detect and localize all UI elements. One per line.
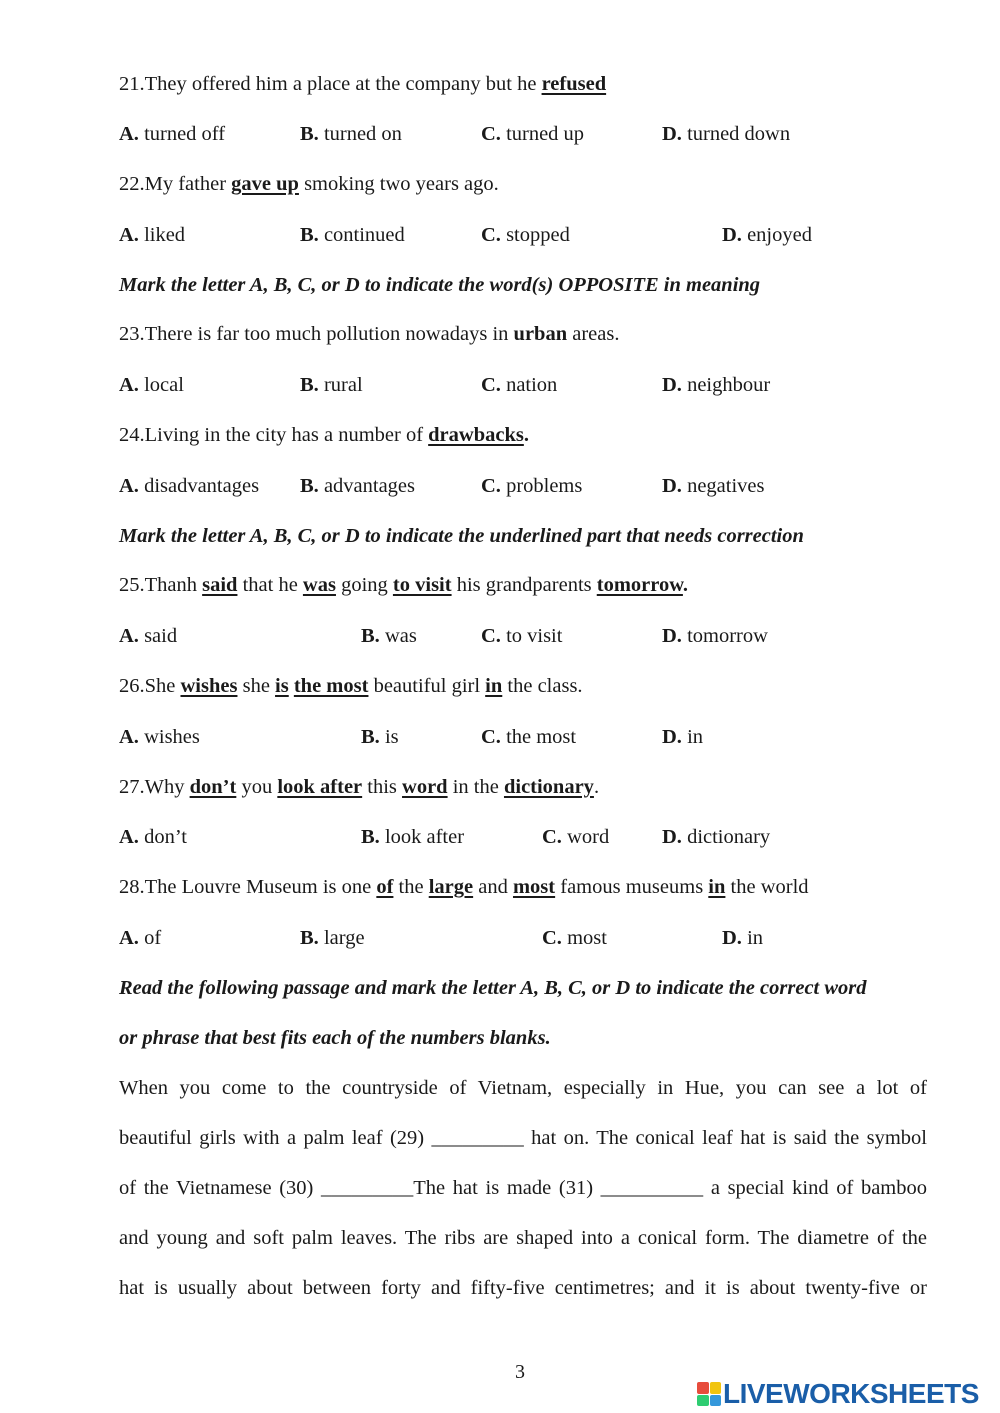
question-24: 24.Living in the city has a number of drawbacks.: [119, 424, 529, 446]
page-number: 3: [515, 1361, 525, 1383]
keyword: said: [202, 574, 238, 596]
logo-text: LIVEWORKSHEETS: [723, 1378, 979, 1409]
option-c[interactable]: C. stopped: [481, 224, 570, 246]
logo-icon: [697, 1382, 721, 1406]
option-a[interactable]: A. turned off: [119, 123, 226, 145]
option-c[interactable]: C. word: [542, 826, 610, 848]
keyword: gave up: [231, 173, 299, 195]
keyword: was: [302, 574, 336, 596]
option-d[interactable]: D. in: [662, 726, 704, 748]
passage-line: and young and soft palm leaves. The ribs are shaped into a conical form. The diametre of the: [119, 1227, 927, 1249]
option-a[interactable]: A. local: [119, 374, 184, 396]
option-b[interactable]: B. rural: [300, 374, 363, 396]
option-d[interactable]: D. neighbour: [662, 374, 771, 396]
option-d[interactable]: D. tomorrow: [662, 625, 768, 647]
option-b[interactable]: B. was: [361, 625, 417, 647]
option-d[interactable]: D. turned down: [662, 123, 791, 145]
keyword: in: [708, 876, 726, 898]
question-27: 27.Why don’t you look after this word in the dictionary.: [119, 776, 600, 798]
keyword: to visit: [392, 574, 452, 596]
option-c[interactable]: C. most: [542, 927, 607, 949]
option-a[interactable]: A. wishes: [119, 726, 200, 748]
question-23: 23.There is far too much pollution nowadays in urban areas.: [119, 323, 620, 345]
option-d[interactable]: D. enjoyed: [722, 224, 812, 246]
option-d[interactable]: D. negatives: [662, 475, 765, 497]
question-25: 25.Thanh said that he was going to visit his grandparents tomorrow.: [119, 574, 689, 596]
option-a[interactable]: A. of: [119, 927, 162, 949]
liveworksheets-logo: [697, 1377, 979, 1411]
option-a[interactable]: A. don’t: [119, 826, 187, 848]
keyword: of: [376, 876, 394, 898]
option-a[interactable]: A. liked: [119, 224, 186, 246]
option-b[interactable]: B. is: [361, 726, 399, 748]
option-b[interactable]: B. look after: [361, 826, 465, 848]
option-b[interactable]: B. turned on: [300, 123, 402, 145]
keyword: wishes: [180, 675, 238, 697]
keyword: urban: [513, 323, 568, 345]
option-d[interactable]: D. dictionary: [662, 826, 771, 848]
keyword: the most: [293, 675, 369, 697]
question-22: 22.My father gave up smoking two years ago.: [119, 173, 499, 195]
keyword: don’t: [189, 776, 237, 798]
option-d[interactable]: D. in: [722, 927, 764, 949]
option-c[interactable]: C. nation: [481, 374, 558, 396]
keyword: word: [402, 776, 448, 798]
passage-line: beautiful girls with a palm leaf (29) _________ hat on. The conical leaf hat is said the symbol: [119, 1127, 927, 1149]
option-a[interactable]: A. disadvantages: [119, 475, 260, 497]
option-b[interactable]: B. large: [300, 927, 365, 949]
question-28: 28.The Louvre Museum is one of the large and most famous museums in the world: [119, 876, 809, 898]
instruction-correction: Mark the letter A, B, C, or D to indicate the underlined part that needs correction: [119, 525, 804, 547]
passage-line: When you come to the countryside of Vietnam, especially in Hue, you can see a lot of: [119, 1077, 927, 1099]
instruction-passage: or phrase that best fits each of the numbers blanks.: [119, 1027, 551, 1049]
keyword: refused: [541, 73, 607, 95]
option-c[interactable]: C. the most: [481, 726, 577, 748]
keyword: look after: [277, 776, 363, 798]
question-26: 26.She wishes she is the most beautiful girl in the class.: [119, 675, 583, 697]
instruction-passage: Read the following passage and mark the letter A, B, C, or D to indicate the correct word: [119, 977, 867, 999]
passage-line: hat is usually about between forty and fifty-five centimetres; and it is about twenty-five or: [119, 1277, 927, 1299]
option-b[interactable]: B. advantages: [300, 475, 416, 497]
keyword: drawbacks: [428, 424, 524, 446]
keyword: in: [485, 675, 503, 697]
option-c[interactable]: C. to visit: [481, 625, 563, 647]
option-a[interactable]: A. said: [119, 625, 178, 647]
keyword: tomorrow: [596, 574, 683, 596]
option-c[interactable]: C. problems: [481, 475, 583, 497]
option-c[interactable]: C. turned up: [481, 123, 585, 145]
keyword: is: [275, 675, 289, 697]
question-21: 21.They offered him a place at the company but he refused: [119, 73, 607, 95]
keyword: most: [512, 876, 556, 898]
passage-line: of the Vietnamese (30) _________The hat is made (31) __________ a special kind of bamboo: [119, 1177, 927, 1199]
instruction-opposite: Mark the letter A, B, C, or D to indicate the word(s) OPPOSITE in meaning: [119, 274, 761, 296]
keyword: large: [428, 876, 474, 898]
keyword: dictionary: [503, 776, 594, 798]
option-b[interactable]: B. continued: [300, 224, 405, 246]
